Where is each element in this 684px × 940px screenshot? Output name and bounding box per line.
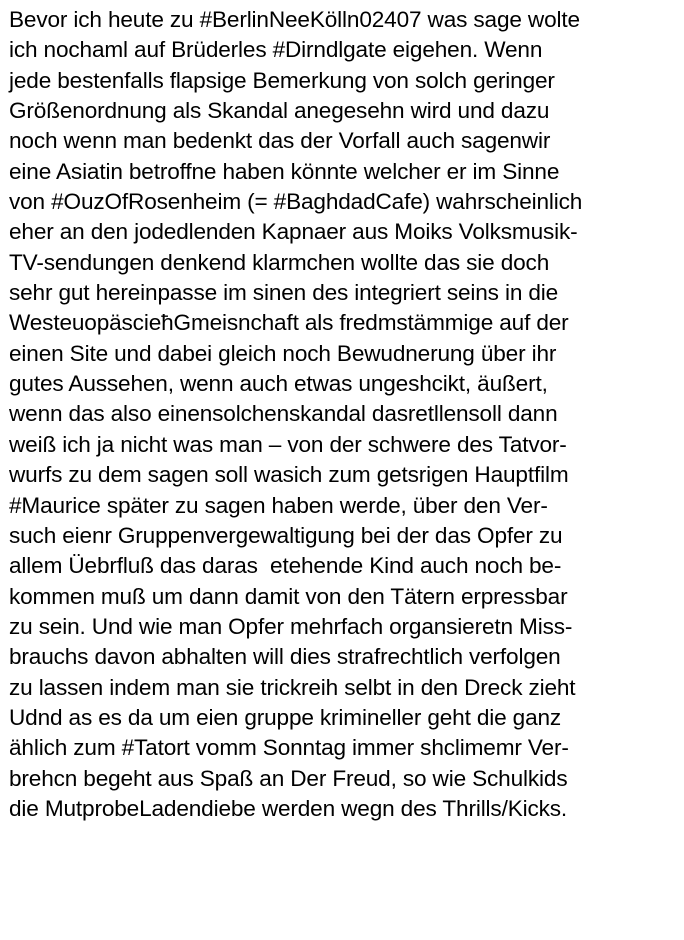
text-line: gutes Aussehen, wenn auch etwas ungeshcikt, äußert, <box>9 371 548 397</box>
text-line: allem Üebrfluß das daras etehende Kind auch noch be- <box>9 553 562 579</box>
text-line: weiß ich ja nicht was man – von der schwere des Tatvor- <box>9 431 567 457</box>
text-line: Udnd as es da um eien gruppe krimineller geht die ganz <box>9 704 562 730</box>
text-line: zu sein. Und wie man Opfer mehrfach organsieretn Miss- <box>9 613 573 639</box>
text-line: ählich zum #Tatort vomm Sonntag immer shclimemr Ver- <box>9 735 569 761</box>
text-line: wenn das also einensolchenskandal dasretllensoll dann <box>9 401 558 427</box>
text-line: jede bestenfalls flapsige Bemerkung von solch geringer <box>9 67 555 93</box>
text-line: brauchs davon abhalten will dies strafrechtlich verfolgen <box>9 644 561 670</box>
text-line: von #OuzOfRosenheim (= #BaghdadCafe) wahrscheinlich <box>9 189 583 215</box>
text-line: ich nochaml auf Brüderles #Dirndlgate eigehen. Wenn <box>9 37 543 63</box>
text-line: eher an den jodedlenden Kapnaer aus Moiks Volksmusik- <box>9 219 578 245</box>
text-line: Bevor ich heute zu #BerlinNeeKölln02407 was sage wolte <box>9 7 580 32</box>
text-line: TV-sendungen denkend klarmchen wollte das sie doch <box>9 249 550 275</box>
text-line: brehcn begeht aus Spaß an Der Freud, so wie Schulkids <box>9 765 568 791</box>
text-line: die MutprobeLadendiebe werden wegn des Thrills/Kicks. <box>9 795 568 821</box>
text-line: #Maurice später zu sagen haben werde, über den Ver- <box>9 492 548 518</box>
text-line: sehr gut hereinpasse im sinen des integriert seins in die <box>9 280 559 306</box>
text-line: noch wenn man bedenkt das der Vorfall auch sagenwir <box>9 128 551 154</box>
text-line: such eienr Gruppenvergewaltigung bei der das Opfer zu <box>9 522 563 548</box>
text-line: wurfs zu dem sagen soll wasich zum getsrigen Hauptfilm <box>9 462 569 488</box>
text-line: zu lassen indem man sie trickreih selbt in den Dreck zieht <box>9 674 576 700</box>
text-line: WesteuopäscieħGmeisnchaft als fredmstämmige auf der <box>9 310 569 336</box>
text-line: Größenordnung als Skandal anegesehn wird und dazu <box>9 98 550 124</box>
text-line: kommen muß um dann damit von den Tätern erpressbar <box>9 583 568 609</box>
text-line: eine Asiatin betroffne haben könnte welcher er im Sinne <box>9 158 560 184</box>
text-line: einen Site und dabei gleich noch Bewudnerung über ihr <box>9 340 557 366</box>
document-text <box>9 5 679 824</box>
